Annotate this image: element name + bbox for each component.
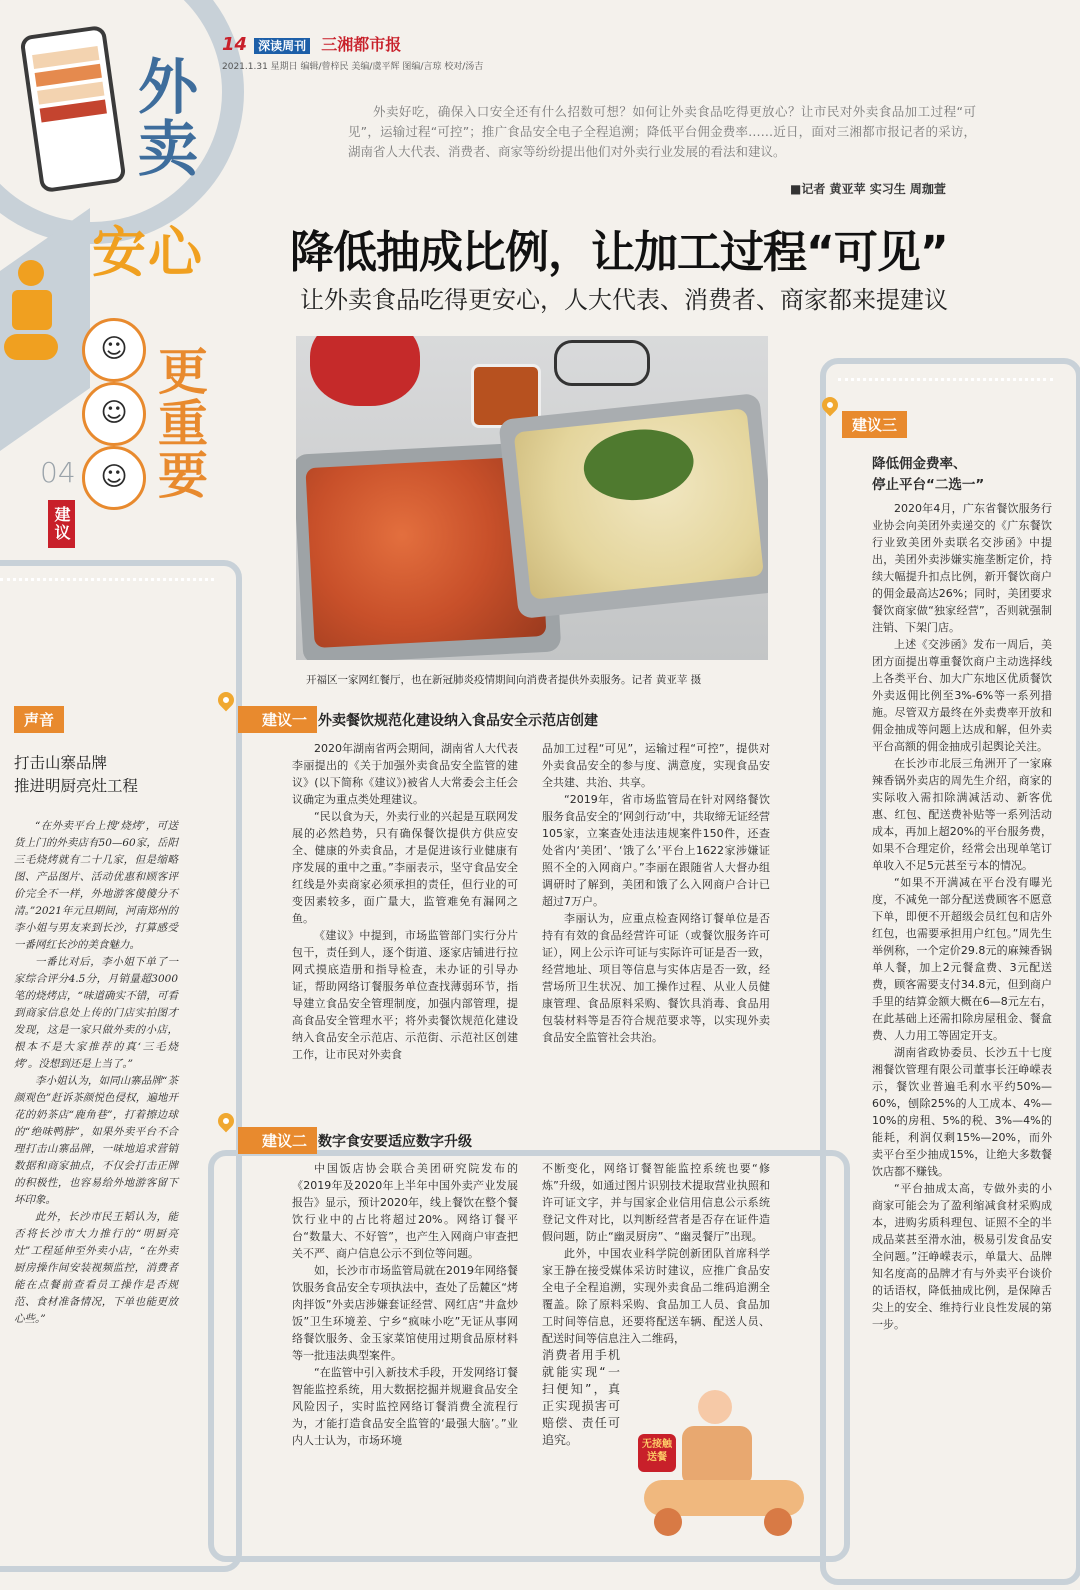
- paragraph: 品加工过程“可见”，运输过程“可控”，提供对外卖食品安全的参与度、满意度，实现食品安全共建、共治、共享。: [542, 742, 770, 789]
- masthead-logo-section: 深读周刊: [254, 38, 310, 54]
- masthead-dateline: 2021.1.31 星期日 编辑/曾梓民 美编/虞平辉 图编/言琼 校对/汤吉: [222, 62, 484, 72]
- voice-tag: 声音: [14, 706, 64, 733]
- courier-icon: [4, 260, 64, 370]
- paragraph: 李小姐认为，如同山寨品牌“茶颜观色”赶诉茶颜悦色侵权，遍地开花的奶茶店“鹿角巷”，打着擦边球的“绝味鸭脖”，如果外卖平台不合理打击山寨品牌，一味地追求营销数据和商家抽点，不仅会打击正牌的积极性，也容易给外地游客留下坏印象。: [14, 1075, 178, 1206]
- s2-column-1: [292, 1160, 518, 1449]
- paragraph: “如果不开满减在平台没有曝光度，不减免一部分配送费顾客不愿意下单，即便不开超级会员红包和店外红包，也需要承担用户红包。”周先生举例称，一个定价29.8元的麻辣香锅单人餐，加上2元餐盒费、3元配送费，顾客需要支付34.8元，但到商户手里的结算金额大概在6—8元左右，在此基础上还需扣除房屋租金、餐盒费、人力用工等固定开支。: [872, 876, 1052, 1042]
- paragraph: 2020年湖南省两会期间，湖南省人大代表李丽提出的《关于加强外卖食品安全监管的建议》(以下简称《建议》)被省人大常委会主任会议确定为重点类处理建议。: [292, 742, 518, 806]
- intro-byline: ■记者 黄亚苹 实习生 周珈萱: [790, 182, 946, 196]
- paragraph: 在长沙市北辰三角洲开了一家麻辣香锅外卖店的周先生介绍，商家的实际收入需扣除满减活动、新客优惠、红包、配送费补贴等一系列活动成本，再加上超20%的平台服务费，如果不合理定价，经常会出现单笔订单收入不足5元甚至亏本的情况。: [872, 757, 1052, 872]
- section-title-3-line-2: 停止平台“二选一”: [872, 477, 985, 493]
- paragraph: 中国饭店协会联合美团研究院发布的《2019年及2020年上半年中国外卖产业发展报告》显示，预计2020年，线上餐饮在整个餐饮行业中的占比将超过20%。网络订餐平台“数量大、不好管”，也产生入网商户审查把关不严、商户信息公示不到位等问题。: [292, 1162, 518, 1260]
- voice-title-line-2: 推进明厨亮灶工程: [14, 777, 139, 795]
- side-title-c: 更重要: [150, 345, 208, 501]
- scooter-courier-illustration: [634, 1390, 814, 1540]
- section-title-3: [872, 454, 984, 496]
- paragraph: 湖南省政协委员、长沙五十七度湘餐饮管理有限公司董事长汪峥嵘表示，餐饮业普遍毛利水平约50%—60%，刨除25%的人工成本、4%—10%的房租、5%的税、3%—4%的能耗，利润仅剩15%—20%，而外卖平台至少抽成15%，让绝大多数餐饮店都不赚钱。: [872, 1046, 1052, 1178]
- s3-column: [872, 500, 1052, 1333]
- section-tag-1: 建议一: [238, 706, 317, 733]
- section-title-3-line-1: 降低佣金费率、: [872, 456, 967, 472]
- paragraph: 如，长沙市市场监管局就在2019年网络餐饮服务食品安全专项执法中，查处了岳麓区“烤肉拌饭”外卖店涉嫌套证经营、网红店“井盒炒饭”卫生环境差、宁乡“疯味小吃”无证从事网络餐饮服务、金玉家菜馆使用过期食品原材料等一批违法典型案件。: [292, 1264, 518, 1362]
- chef-avatar-icon: ☺: [82, 318, 146, 382]
- photo-caption: 开福区一家网红餐厅，也在新冠肺炎疫情期间向消费者提供外卖服务。记者 黄亚苹 摄: [306, 674, 702, 686]
- page-tag: 建议: [48, 500, 75, 548]
- paragraph: “平台抽成太高，专做外卖的小商家可能会为了盈利缩减食材采购成本，进购劣质科理包、证照不全的半成品菜甚至滑水油，极易引发食品安全问题。”汪峥嵘表示，单量大、品牌知名度高的品牌才有与外卖平台谈价的话语权，降低抽成比例，是保障舌尖上的安全、维持行业良性发展的第一步。: [872, 1182, 1052, 1331]
- paragraph: “民以食为天，外卖行业的兴起是互联网发展的必然趋势，只有确保餐饮提供方供应安全、健康的外卖食品，才是促进该行业健康有序发展的重中之重。”李丽表示，坚守食品安全红线是外卖商家必须承担的责任，但行业的可变因素较多，面广量大，监管难免有漏网之鱼。: [292, 810, 518, 925]
- masthead-logo-num: 14: [222, 34, 248, 55]
- paragraph: 此外，长沙市民王韬认为，能否将长沙市大力推行的“明厨亮灶”工程延伸至外卖小店，“在外卖厨房操作间安装视频监控，消费者能在点餐前查看员工操作是否规范、食材准备情况，下单也能更放心些。”: [14, 1211, 178, 1325]
- section-title-2: 数字食安要适应数字升级: [318, 1134, 472, 1150]
- track-right-dots: [838, 378, 1053, 381]
- section-tag-2: 建议二: [238, 1127, 317, 1154]
- s1-column-2: [542, 740, 770, 1046]
- paragraph: “2019年，省市场监管局在针对网络餐饮服务食品安全的‘网剑行动’中，共取缔无证经营105家，立案查处违法违规案件150件，还查处省内‘美团’、‘饿了么’平台上1622家涉嫌证照不全的入网商户。”李丽在跟随省人大督办组调研时了解到，美团和饿了么入网商户合计已超过7万户。: [542, 793, 770, 908]
- paragraph: 一番比对后，李小姐下单了一家综合评分4.5分，月销量超3000笔的烧烤店，“味道确实不错，可看到商家信息处上传的门店实拍图才发现，这是一家只做外卖的小店，根本不是大家推荐的真‘三毛烧烤’。没想到还是上当了。”: [14, 956, 178, 1070]
- paragraph: 上述《交涉函》发布一周后，美团方面提出尊重餐饮商户主动选择线上各类平台、加大广东地区优质餐饮外卖返佣比例至3%-6%等一系列措施。尽管双方最终在外卖费率开放和佣金抽成等问题上达成和解，但外卖平台高额的佣金抽成引起舆论关注。: [872, 638, 1052, 753]
- masthead-logo-paper: 三湘都市报: [321, 35, 402, 54]
- track-left-dots: [0, 578, 214, 581]
- voice-title-line-1: 打击山寨品牌: [14, 754, 108, 772]
- cook-avatar-icon: ☺: [82, 382, 146, 446]
- side-title-a: 外卖: [128, 55, 198, 179]
- paragraph: “在监管中引入新技术手段，开发网络订餐智能监控系统，用大数据挖掘并规避食品安全风险因子，实时监控网络订餐消费全流程行为，才能打造食品安全监管的‘最强大脑’。”业内人士认为，市场环境: [292, 1366, 518, 1447]
- voice-title: [14, 752, 138, 798]
- page-number: 04: [40, 456, 76, 489]
- red-cup: [310, 336, 420, 406]
- headline-main: 降低抽成比例，让加工过程“可见”: [290, 227, 948, 278]
- paragraph: 《建议》中提到，市场监管部门实行分片包干，责任到人，逐个街道、逐家店铺进行拉网式摸底造册和指导检查，未办证的引导办证，帮助网络订餐服务单位查找薄弱环节，指导建立食品安全管理制度，加强内部管理，提高食品安全管理水平；将外卖餐饮规范化建设纳入食品安全示范店、示范街、示范社区创建工作，让市民对外卖食: [292, 929, 518, 1061]
- intro-text: 外卖好吃，确保入口安全还有什么招数可想？如何让外卖食品吃得更放心？让市民对外卖食品加工过程“可见”，运输过程“可控”；推广食品安全电子全程追溯；降低平台佣金费率……近日，面对三湘都市报记者的采访，湖南省人大代表、消费者、商家等纷纷提出他们对外卖行业发展的看法和建议。: [348, 104, 976, 159]
- kitchen-avatar-icon: ☺: [82, 446, 146, 510]
- section-title-1: 外卖餐饮规范化建设纳入食品安全示范店创建: [318, 713, 598, 729]
- masthead: [222, 32, 542, 72]
- delivery-badge: 无接触送餐: [638, 1434, 676, 1472]
- s1-column-1: [292, 740, 518, 1063]
- paragraph: 2020年4月，广东省餐饮服务行业协会向美团外卖递交的《广东餐饮行业致美团外卖联名交涉函》中提出，美团外卖涉嫌实施垄断定价，持续大幅提升扣点比例，新开餐饮商户的佣金最高达26%；同时，美团要求餐饮商家做“独家经营”，否则就强制注销、下架门店。: [872, 502, 1052, 634]
- food-photo: [296, 336, 768, 660]
- side-title-b: 安心: [92, 221, 204, 284]
- voice-column: [14, 818, 178, 1328]
- keys: [554, 340, 650, 386]
- headline-sub: 让外卖食品吃得更安心，人大代表、消费者、商家都来提建议: [300, 286, 948, 314]
- paragraph: 消费者用手机就能实现“一扫便知”，真正实现损害可赔偿、责任可追究。: [542, 1348, 620, 1447]
- paragraph: 不断变化，网络订餐智能监控系统也要“修炼”升级，如通过图片识别技术提取营业执照和许可证文字，并与国家企业信用信息公示系统登记文件对比，以判断经营者是否存在证件造假问题，防止“幽灵厨房”、“幽灵餐厅”出现。: [542, 1162, 770, 1243]
- paragraph: “在外卖平台上搜‘烧烤’，可送货上门的外卖店有50—60家，岳阳三毛烧烤就有二十几家，但是缩略图、产品图片、活动优惠和顾客评价完全不一样，外地游客傻傻分不清。”2021年元旦期间，河南郑州的李小姐与男友来到长沙，打算感受一番网红长沙的美食魅力。: [14, 820, 178, 951]
- section-tag-3: 建议三: [842, 411, 907, 438]
- rice-tray: [498, 393, 768, 619]
- paragraph: 李丽认为，应重点检查网络订餐单位是否持有有效的食品经营许可证（或餐饮服务许可证），网上公示许可证与实际许可证是否一致，经营地址、项目等信息与实体店是否一致，经营场所卫生状况、加工操作过程、从业人员健康管理、食品原料采购、餐饮具消毒、食品用包装材料等是否符合规范要求等，以实现外卖食品安全监管社会共治。: [542, 912, 770, 1044]
- paragraph: 此外，中国农业科学院创新团队首席科学家王静在接受媒体采访时建议，应推广食品安全电子全程追溯，实现外卖食品二维码追溯全覆盖。除了原料采购、食品加工人员、食品加工时间等信息，还要将配送车辆、配送人员、配送时间等信息注入二维码，: [542, 1247, 770, 1345]
